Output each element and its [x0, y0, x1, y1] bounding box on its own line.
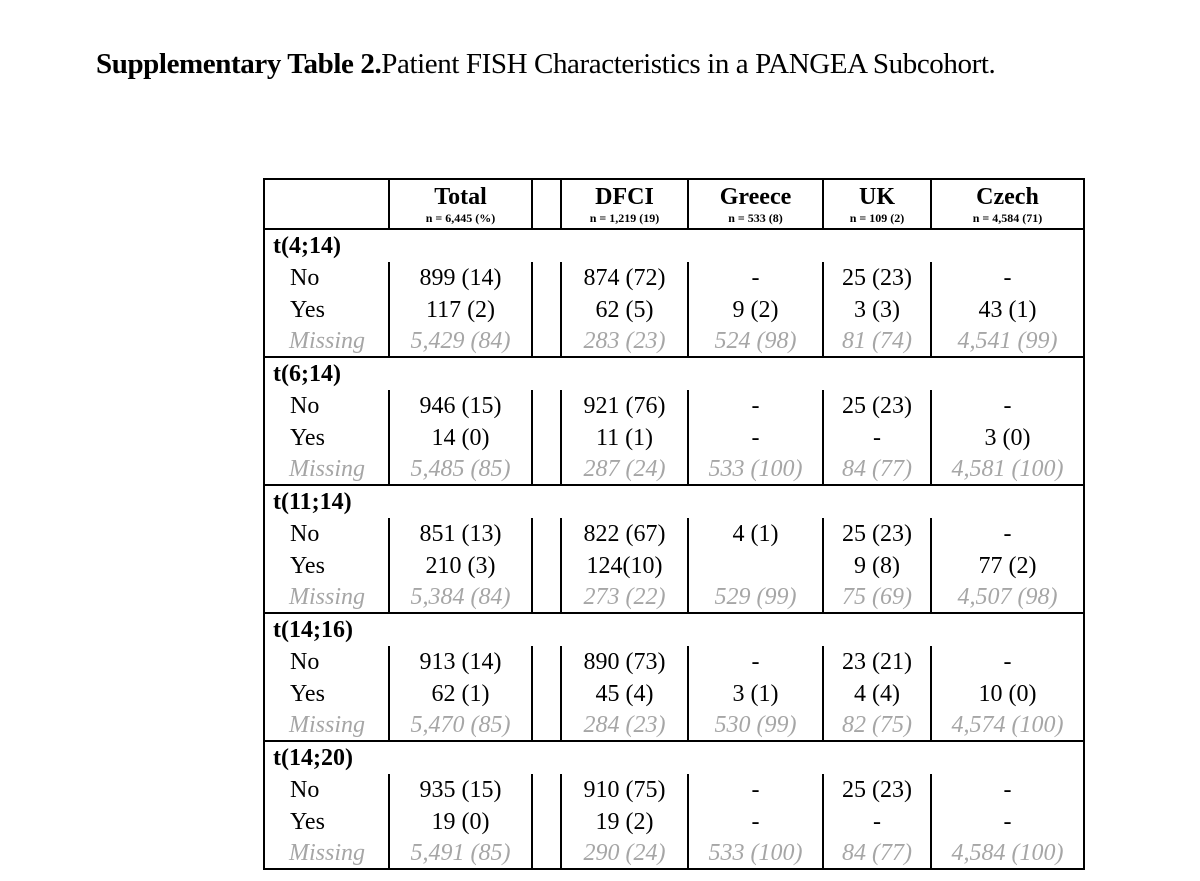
cell-dfci: 822 (67): [561, 518, 688, 550]
gap-cell: [532, 582, 561, 613]
header-dfci-n: n = 1,219 (19): [589, 211, 660, 225]
cell-uk: 84 (77): [823, 838, 931, 869]
section-title: t(14;16): [264, 613, 1084, 646]
cell-greece: 533 (100): [688, 454, 823, 485]
row-label: Yes: [264, 422, 389, 454]
cell-greece: -: [688, 774, 823, 806]
cell-total: 899 (14): [389, 262, 532, 294]
row-label: Missing: [264, 454, 389, 485]
row-label: Missing: [264, 582, 389, 613]
gap-cell: [532, 550, 561, 582]
cell-dfci: 287 (24): [561, 454, 688, 485]
header-total-name: Total: [434, 184, 487, 210]
cell-dfci: 910 (75): [561, 774, 688, 806]
header-czech-n: n = 4,584 (71): [972, 211, 1043, 225]
gap-cell: [532, 454, 561, 485]
header-uk-n: n = 109 (2): [849, 211, 905, 225]
cell-greece: 3 (1): [688, 678, 823, 710]
cell-czech: 4,581 (100): [931, 454, 1084, 485]
header-dfci: [561, 179, 688, 229]
header-dfci-name: DFCI: [595, 184, 654, 210]
cell-dfci: 124(10): [561, 550, 688, 582]
cell-dfci: 874 (72): [561, 262, 688, 294]
gap-cell: [532, 838, 561, 869]
table-caption: [96, 48, 995, 81]
section-header-row: [264, 485, 1084, 518]
cell-total: 5,384 (84): [389, 582, 532, 613]
cell-dfci: 921 (76): [561, 390, 688, 422]
section-title: t(11;14): [264, 485, 1084, 518]
gap-cell: [532, 422, 561, 454]
gap-cell: [532, 390, 561, 422]
table-row: [264, 582, 1084, 613]
cell-uk: 9 (8): [823, 550, 931, 582]
cell-uk: 3 (3): [823, 294, 931, 326]
cell-czech: -: [931, 806, 1084, 838]
cell-total: 117 (2): [389, 294, 532, 326]
section-title: t(6;14): [264, 357, 1084, 390]
row-label: Yes: [264, 294, 389, 326]
cell-greece: -: [688, 422, 823, 454]
gap-cell: [532, 262, 561, 294]
table-row: [264, 390, 1084, 422]
cell-dfci: 19 (2): [561, 806, 688, 838]
cell-czech: 3 (0): [931, 422, 1084, 454]
cell-greece: 533 (100): [688, 838, 823, 869]
cell-uk: 25 (23): [823, 518, 931, 550]
cell-total: 19 (0): [389, 806, 532, 838]
section-title: t(14;20): [264, 741, 1084, 774]
section-header-row: [264, 229, 1084, 262]
row-label: No: [264, 390, 389, 422]
cell-uk: 84 (77): [823, 454, 931, 485]
header-gap: [532, 179, 561, 229]
table-row: [264, 326, 1084, 357]
row-label: Missing: [264, 710, 389, 741]
cell-greece: 530 (99): [688, 710, 823, 741]
cell-dfci: 283 (23): [561, 326, 688, 357]
cell-czech: 10 (0): [931, 678, 1084, 710]
cell-uk: 25 (23): [823, 390, 931, 422]
cell-total: 5,485 (85): [389, 454, 532, 485]
header-total-n: n = 6,445 (%): [425, 211, 496, 225]
cell-czech: 77 (2): [931, 550, 1084, 582]
cell-greece: 4 (1): [688, 518, 823, 550]
row-label: Yes: [264, 678, 389, 710]
header-row: [264, 179, 1084, 229]
header-greece-n: n = 533 (8): [728, 211, 783, 225]
cell-uk: -: [823, 422, 931, 454]
cell-czech: -: [931, 390, 1084, 422]
table-row: [264, 774, 1084, 806]
row-label: No: [264, 262, 389, 294]
row-label: Yes: [264, 550, 389, 582]
cell-greece: 524 (98): [688, 326, 823, 357]
cell-total: 5,470 (85): [389, 710, 532, 741]
gap-cell: [532, 678, 561, 710]
header-greece-name: Greece: [719, 184, 792, 210]
table-row: [264, 262, 1084, 294]
cell-greece: -: [688, 806, 823, 838]
cell-greece: [688, 550, 823, 582]
cell-dfci: 62 (5): [561, 294, 688, 326]
cell-czech: -: [931, 774, 1084, 806]
cell-uk: 25 (23): [823, 774, 931, 806]
cell-total: 946 (15): [389, 390, 532, 422]
cell-total: 935 (15): [389, 774, 532, 806]
gap-cell: [532, 294, 561, 326]
cell-total: 5,429 (84): [389, 326, 532, 357]
cell-czech: -: [931, 262, 1084, 294]
header-total: [389, 179, 532, 229]
header-uk-name: UK: [859, 184, 895, 210]
caption-label: Supplementary Table 2.: [96, 48, 382, 80]
table-row: [264, 518, 1084, 550]
cell-uk: 75 (69): [823, 582, 931, 613]
table-row: [264, 454, 1084, 485]
row-label: Yes: [264, 806, 389, 838]
table-row: [264, 710, 1084, 741]
header-empty-cell: [264, 179, 389, 229]
cell-uk: 81 (74): [823, 326, 931, 357]
table-row: [264, 678, 1084, 710]
header-uk: [823, 179, 931, 229]
cell-czech: 4,574 (100): [931, 710, 1084, 741]
cell-dfci: 45 (4): [561, 678, 688, 710]
header-greece: [688, 179, 823, 229]
row-label: Missing: [264, 326, 389, 357]
gap-cell: [532, 518, 561, 550]
section-header-row: [264, 613, 1084, 646]
section-header-row: [264, 357, 1084, 390]
cell-uk: 82 (75): [823, 710, 931, 741]
table-row: [264, 806, 1084, 838]
gap-cell: [532, 646, 561, 678]
gap-cell: [532, 710, 561, 741]
gap-cell: [532, 806, 561, 838]
fish-characteristics-table: [263, 178, 1085, 870]
cell-czech: 43 (1): [931, 294, 1084, 326]
cell-greece: 9 (2): [688, 294, 823, 326]
header-czech-name: Czech: [976, 184, 1039, 210]
cell-uk: 23 (21): [823, 646, 931, 678]
cell-czech: 4,507 (98): [931, 582, 1084, 613]
cell-dfci: 890 (73): [561, 646, 688, 678]
cell-greece: -: [688, 646, 823, 678]
cell-dfci: 284 (23): [561, 710, 688, 741]
cell-uk: 4 (4): [823, 678, 931, 710]
cell-czech: 4,584 (100): [931, 838, 1084, 869]
cell-greece: -: [688, 390, 823, 422]
section-title: t(4;14): [264, 229, 1084, 262]
cell-uk: -: [823, 806, 931, 838]
cell-czech: 4,541 (99): [931, 326, 1084, 357]
table-row: [264, 550, 1084, 582]
cell-dfci: 290 (24): [561, 838, 688, 869]
caption-text: Patient FISH Characteristics in a PANGEA Subcohort.: [381, 48, 996, 80]
table-row: [264, 838, 1084, 869]
cell-greece: -: [688, 262, 823, 294]
cell-czech: -: [931, 518, 1084, 550]
cell-uk: 25 (23): [823, 262, 931, 294]
table-row: [264, 646, 1084, 678]
section-header-row: [264, 741, 1084, 774]
cell-total: 913 (14): [389, 646, 532, 678]
cell-dfci: 273 (22): [561, 582, 688, 613]
row-label: No: [264, 518, 389, 550]
gap-cell: [532, 326, 561, 357]
cell-total: 5,491 (85): [389, 838, 532, 869]
cell-total: 851 (13): [389, 518, 532, 550]
row-label: Missing: [264, 838, 389, 869]
cell-total: 14 (0): [389, 422, 532, 454]
cell-dfci: 11 (1): [561, 422, 688, 454]
table-row: [264, 422, 1084, 454]
cell-total: 62 (1): [389, 678, 532, 710]
cell-greece: 529 (99): [688, 582, 823, 613]
row-label: No: [264, 646, 389, 678]
cell-total: 210 (3): [389, 550, 532, 582]
cell-czech: -: [931, 646, 1084, 678]
gap-cell: [532, 774, 561, 806]
row-label: No: [264, 774, 389, 806]
header-czech: [931, 179, 1084, 229]
table-row: [264, 294, 1084, 326]
